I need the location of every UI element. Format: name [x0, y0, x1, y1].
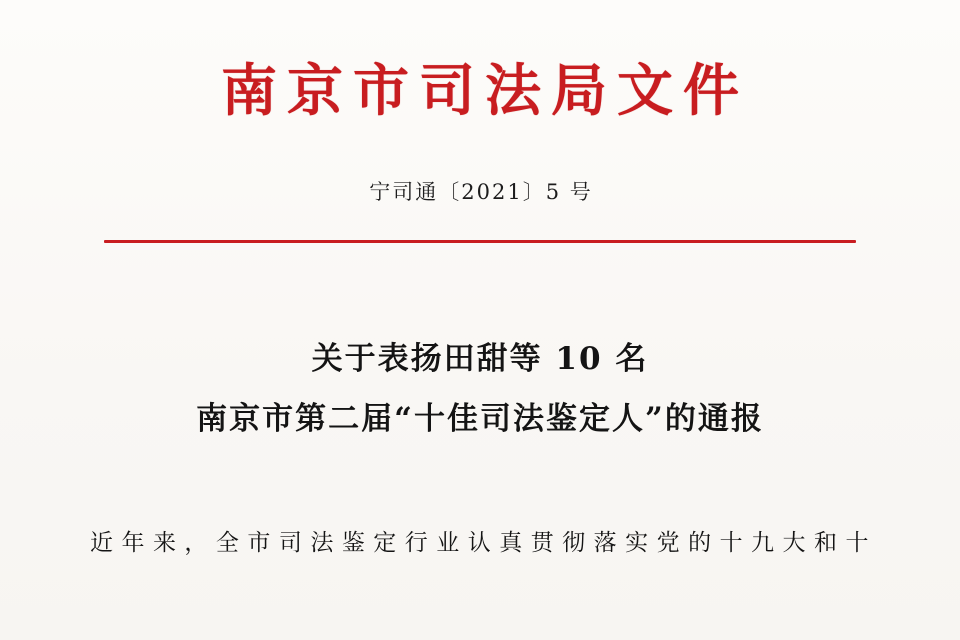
issuer-title: 南京市司法局文件	[221, 58, 749, 124]
document-subject	[0, 329, 960, 450]
body-paragraph: 近年来，全市司法鉴定行业认真贯彻落实党的十九大和十	[90, 529, 870, 556]
document-number: 宁司通〔2021〕5 号	[369, 180, 593, 204]
subject-line-2: 南京市第二届“十佳司法鉴定人”的通报	[196, 401, 764, 438]
subject-line-1: 关于表扬田甜等 10 名	[311, 341, 649, 377]
red-divider-rule	[104, 240, 856, 243]
document-body	[0, 522, 960, 566]
document-header	[0, 0, 960, 206]
